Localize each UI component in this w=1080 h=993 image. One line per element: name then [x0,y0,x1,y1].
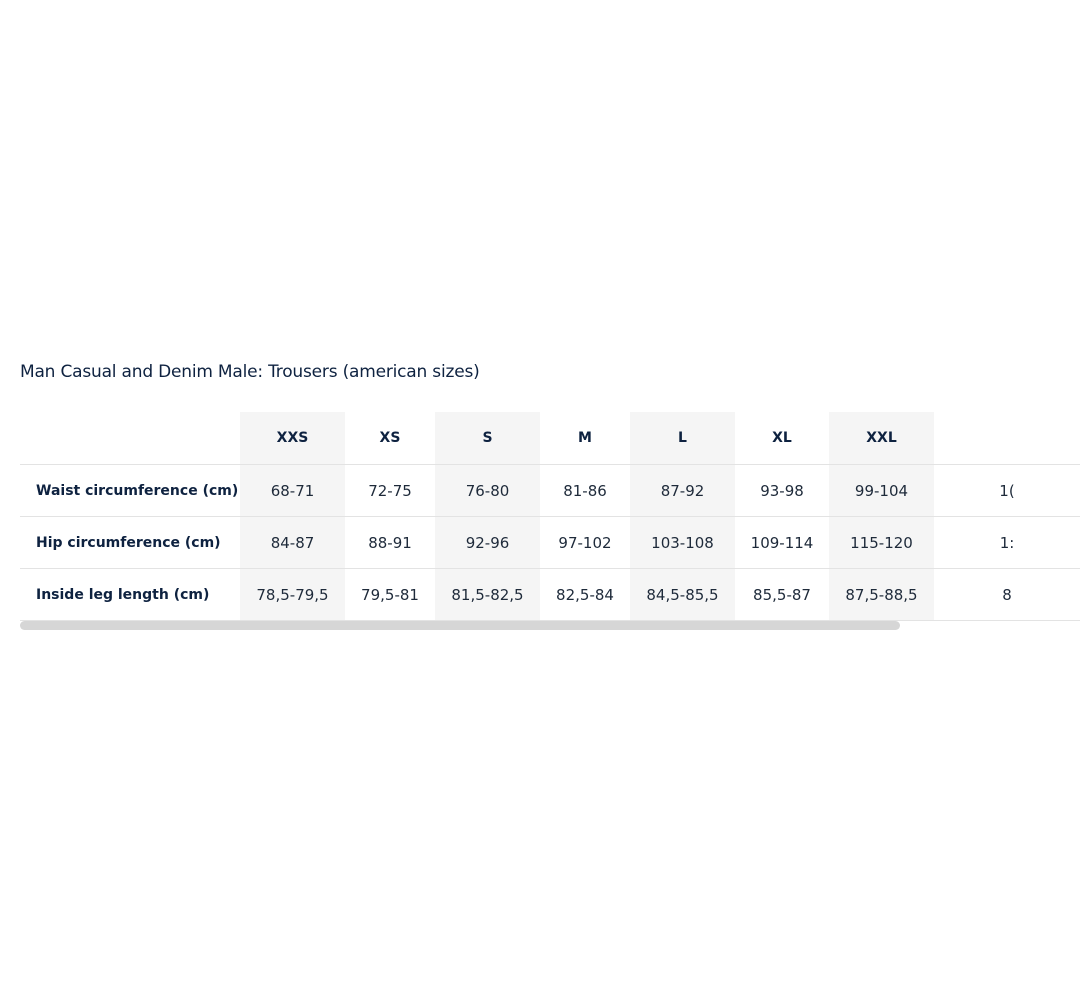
table-row [20,465,1080,517]
table-cell: 81-86 [540,465,630,517]
table-cell: 85,5-87 [735,569,829,621]
horizontal-scrollbar[interactable] [20,621,900,630]
table-cell: 72-75 [345,465,435,517]
size-header: L [630,412,735,465]
size-header [934,412,1080,465]
table-cell: 93-98 [735,465,829,517]
row-label: Hip circumference (cm) [20,517,240,569]
table-cell: 78,5-79,5 [240,569,345,621]
size-header: M [578,430,592,446]
table-cell: 84,5-85,5 [630,569,735,621]
page-title: Man Casual and Denim Male: Trousers (american sizes) [20,362,480,382]
table-cell: 1( [934,465,1080,517]
size-header: XXS [240,412,345,465]
table-cell: 81,5-82,5 [435,569,540,621]
table-cell: 92-96 [435,517,540,569]
header-corner-cell [20,412,240,465]
table-cell: 68-71 [240,465,345,517]
size-header: XS [379,430,401,446]
table-cell: 79,5-81 [345,569,435,621]
size-header: XL [772,430,792,446]
table-cell: 84-87 [240,517,345,569]
table-cell: 76-80 [435,465,540,517]
table-cell: 1: [934,517,1080,569]
row-label: Inside leg length (cm) [20,569,240,621]
table-row [20,569,1080,621]
table-cell: 87-92 [630,465,735,517]
table-cell: 103-108 [630,517,735,569]
size-table-container[interactable] [20,412,1015,621]
table-cell: 82,5-84 [540,569,630,621]
table-header-row [20,412,1080,465]
table-cell: 88-91 [345,517,435,569]
table-cell: 109-114 [735,517,829,569]
size-header: XXL [829,412,934,465]
table-cell: 87,5-88,5 [829,569,934,621]
row-label: Waist circumference (cm) [20,465,240,517]
table-row [20,517,1080,569]
size-table [20,412,1080,621]
table-cell: 99-104 [829,465,934,517]
table-cell: 115-120 [829,517,934,569]
table-cell: 97-102 [540,517,630,569]
size-header: S [435,412,540,465]
table-cell: 8 [934,569,1080,621]
